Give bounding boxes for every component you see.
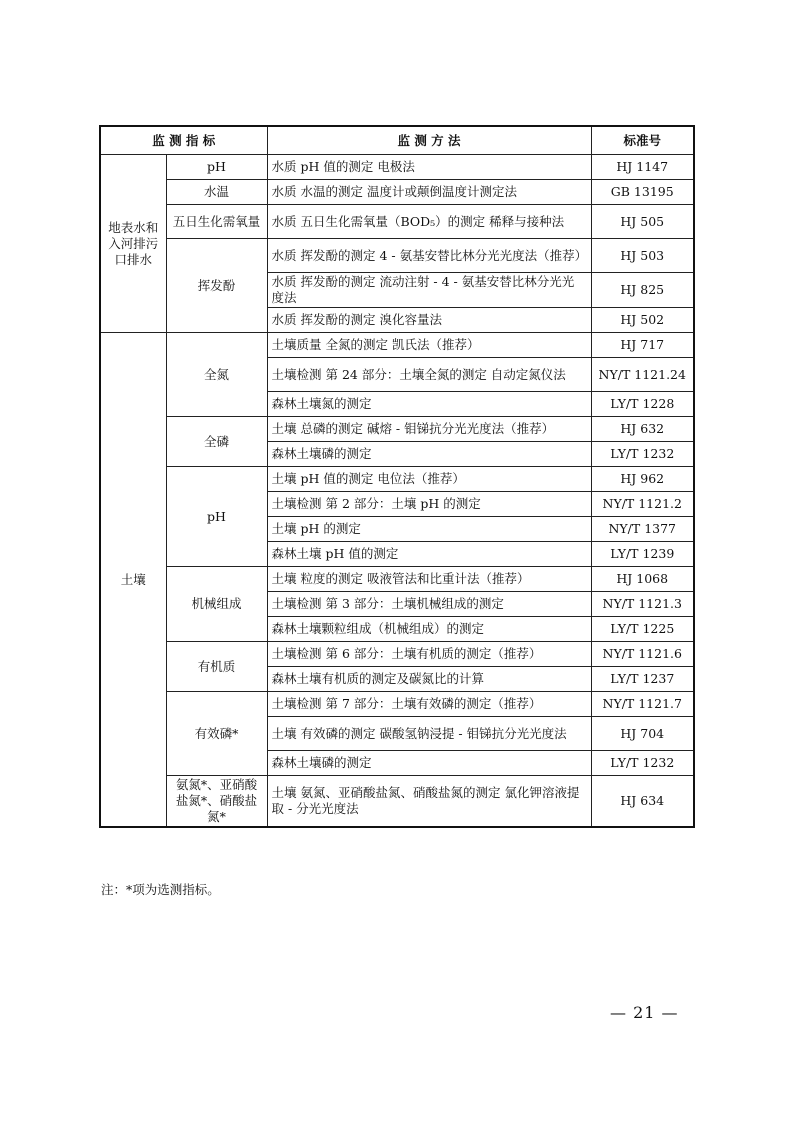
standard-cell: NY/T 1121.2: [591, 492, 694, 517]
method-cell: 土壤 有效磷的测定 碳酸氢钠浸提 - 钼锑抗分光光度法: [267, 717, 591, 751]
table-row: [100, 417, 694, 442]
standard-cell: HJ 1147: [591, 155, 694, 180]
method-cell: 水质 pH 值的测定 电极法: [267, 155, 591, 180]
standard-cell: LY/T 1232: [591, 751, 694, 776]
indicator-cell: 氨氮*、亚硝酸盐氮*、硝酸盐氮*: [166, 776, 267, 828]
method-cell: 土壤检测 第 2 部分：土壤 pH 的测定: [267, 492, 591, 517]
indicator-cell: 机械组成: [166, 567, 267, 642]
standard-cell: LY/T 1239: [591, 542, 694, 567]
standard-cell: LY/T 1232: [591, 442, 694, 467]
table-row: [100, 205, 694, 239]
table-footnote: 注：*项为选测指标。: [101, 882, 220, 897]
standard-cell: NY/T 1377: [591, 517, 694, 542]
standard-cell: HJ 634: [591, 776, 694, 828]
standard-cell: NY/T 1121.24: [591, 358, 694, 392]
header-standard: 标准号: [591, 126, 694, 155]
method-cell: 水质 五日生化需氧量（BOD₅）的测定 稀释与接种法: [267, 205, 591, 239]
method-cell: 森林土壤磷的测定: [267, 442, 591, 467]
method-cell: 土壤 氨氮、亚硝酸盐氮、硝酸盐氮的测定 氯化钾溶液提取 - 分光光度法: [267, 776, 591, 828]
standard-cell: LY/T 1237: [591, 667, 694, 692]
standard-cell: NY/T 1121.7: [591, 692, 694, 717]
method-cell: 土壤检测 第 3 部分：土壤机械组成的测定: [267, 592, 591, 617]
indicator-cell: pH: [166, 467, 267, 567]
standard-cell: HJ 503: [591, 239, 694, 273]
standard-cell: LY/T 1228: [591, 392, 694, 417]
standard-cell: HJ 825: [591, 273, 694, 308]
standard-cell: HJ 962: [591, 467, 694, 492]
indicator-cell: 有机质: [166, 642, 267, 692]
method-cell: 森林土壤 pH 值的测定: [267, 542, 591, 567]
method-cell: 水质 挥发酚的测定 4 - 氨基安替比林分光光度法（推荐）: [267, 239, 591, 273]
method-cell: 水质 挥发酚的测定 流动注射 - 4 - 氨基安替比林分光光度法: [267, 273, 591, 308]
category-cell: 地表水和入河排污口排水: [100, 155, 166, 333]
header-indicator: 监 测 指 标: [100, 126, 267, 155]
method-cell: 水质 挥发酚的测定 溴化容量法: [267, 308, 591, 333]
method-cell: 森林土壤有机质的测定及碳氮比的计算: [267, 667, 591, 692]
indicator-cell: 有效磷*: [166, 692, 267, 776]
table-row: [100, 180, 694, 205]
method-cell: 土壤检测 第 7 部分：土壤有效磷的测定（推荐）: [267, 692, 591, 717]
method-cell: 土壤 pH 的测定: [267, 517, 591, 542]
method-cell: 土壤检测 第 24 部分：土壤全氮的测定 自动定氮仪法: [267, 358, 591, 392]
table-row: [100, 467, 694, 492]
indicator-cell: 五日生化需氧量: [166, 205, 267, 239]
method-cell: 土壤检测 第 6 部分：土壤有机质的测定（推荐）: [267, 642, 591, 667]
table-row: [100, 642, 694, 667]
standard-cell: GB 13195: [591, 180, 694, 205]
method-cell: 水质 水温的测定 温度计或颠倒温度计测定法: [267, 180, 591, 205]
method-cell: 森林土壤磷的测定: [267, 751, 591, 776]
standard-cell: HJ 704: [591, 717, 694, 751]
indicator-cell: pH: [166, 155, 267, 180]
indicator-cell: 全氮: [166, 333, 267, 417]
method-cell: 森林土壤氮的测定: [267, 392, 591, 417]
table-row: [100, 239, 694, 273]
category-cell: 土壤: [100, 333, 166, 828]
table-row: [100, 567, 694, 592]
table-row: [100, 776, 694, 828]
monitoring-methods-table: [99, 125, 695, 828]
table-row: [100, 155, 694, 180]
header-method: 监 测 方 法: [267, 126, 591, 155]
method-cell: 土壤 粒度的测定 吸液管法和比重计法（推荐）: [267, 567, 591, 592]
indicator-cell: 全磷: [166, 417, 267, 467]
standard-cell: NY/T 1121.3: [591, 592, 694, 617]
table-row: [100, 333, 694, 358]
method-cell: 森林土壤颗粒组成（机械组成）的测定: [267, 617, 591, 642]
method-cell: 土壤质量 全氮的测定 凯氏法（推荐）: [267, 333, 591, 358]
standard-cell: HJ 1068: [591, 567, 694, 592]
table-row: [100, 692, 694, 717]
page-number: — 21 —: [610, 1003, 679, 1022]
standard-cell: NY/T 1121.6: [591, 642, 694, 667]
standard-cell: HJ 632: [591, 417, 694, 442]
table-header-row: [100, 126, 694, 155]
standard-cell: HJ 505: [591, 205, 694, 239]
method-cell: 土壤 总磷的测定 碱熔 - 钼锑抗分光光度法（推荐）: [267, 417, 591, 442]
indicator-cell: 水温: [166, 180, 267, 205]
indicator-cell: 挥发酚: [166, 239, 267, 333]
method-cell: 土壤 pH 值的测定 电位法（推荐）: [267, 467, 591, 492]
standard-cell: HJ 717: [591, 333, 694, 358]
standard-cell: LY/T 1225: [591, 617, 694, 642]
standard-cell: HJ 502: [591, 308, 694, 333]
